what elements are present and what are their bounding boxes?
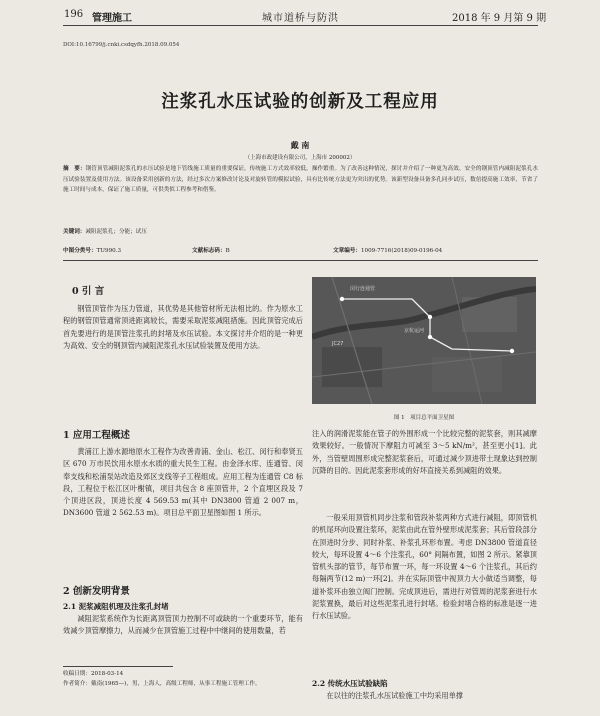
author-bio: 作者简介：戴南(1965—)，男，上海人，高级工程师，从事工程施工管理工作。 bbox=[63, 681, 261, 687]
shaft-marker bbox=[428, 315, 432, 319]
section-1-body: 黄浦江上游水源地原水工程作为改善青浦、金山、松江、闵行和奉贤五区 670 万市民饮用水原水水质的重大民生工程。由金泽水库、连通管、闵奉支线和松浦泵站改造及郊区支线等子工程组成。应用工程为连通管 C8 标段，工程位于松江区叶榭镇，项目共包含 8 座顶管井，2 个直埋区段及 7 个顶进区段，顶进长度 4 569.53 m(其中 DN3800 管道 2 007 m，DN3600 管道 2 562.53 m)。项目总平面卫星图如图 1 所示。 bbox=[63, 447, 303, 518]
keywords bbox=[63, 227, 538, 235]
shaft-marker bbox=[340, 297, 344, 301]
running-head-left: 管理施工 bbox=[92, 13, 132, 24]
section-2-1-heading: 2.1 泥浆减阻机理及注浆孔封堵 bbox=[63, 602, 169, 611]
figure-1-satellite-map bbox=[312, 277, 536, 404]
footnote-rule bbox=[63, 666, 173, 667]
map-label: 闵行连通管 bbox=[350, 286, 376, 292]
article-label: 文章编号： bbox=[333, 248, 361, 254]
author: 戴 南 bbox=[290, 140, 310, 150]
doi: DOI:10.16799/j.cnki.csdqyfh.2018.09.054 bbox=[63, 42, 180, 48]
section-1-heading: 1 应用工程概述 bbox=[63, 430, 130, 441]
right-column-para-1: 注入的润滑泥浆能在管子的外围形成一个比较完整的泥浆套，则其减摩效果较好。一般情况下摩阻力可减至 3～5 kN/m²，甚至更小[1]。此外，当管壁周围形成完整泥浆套后，可通过减少顶进带土现象达到控制沉降的目的。因此泥浆套形成的好坏直接关系到减阻的效果。 bbox=[312, 429, 537, 475]
doc-code bbox=[192, 246, 230, 254]
journal-name: 城市道桥与防洪 bbox=[262, 13, 339, 24]
section-2-1-body: 减阻泥浆系统作为长距离顶管顶力控制不可或缺的一个重要环节，能有效减少顶管摩擦力，从而减少在顶管施工过程中中继间的使用数量，若 bbox=[63, 614, 303, 636]
issue-date: 2018 年 9 月第 9 期 bbox=[452, 13, 547, 24]
keywords-label: 关键词： bbox=[63, 229, 86, 235]
clc-label: 中图分类号： bbox=[63, 248, 97, 254]
abstract-label: 摘 要： bbox=[63, 166, 86, 172]
section-0-body: 钢管顶管作为压力管道，其优势是其他管材所无法相比的。作为原水工程的钢管顶管通常顶进距离较长，需要采取泥浆减阻措施。因此顶管完成后首先要进行的是顶管注浆孔的封堵及水压试验。本文探讨并介绍的是一种更为高效、安全的钢顶管内减阻泥浆孔水压试验装置及使用方法。 bbox=[63, 304, 303, 350]
map-label: 京杭运河 bbox=[404, 328, 425, 334]
abstract-rule bbox=[63, 260, 538, 261]
header-rule bbox=[63, 25, 538, 26]
paper-title: 注浆孔水压试验的创新及工程应用 bbox=[161, 92, 439, 112]
doc-value: B bbox=[225, 248, 230, 254]
clc-number bbox=[63, 246, 121, 254]
doc-label: 文献标志码： bbox=[192, 248, 226, 254]
article-number bbox=[333, 246, 442, 254]
article-value: 1009-7716(2018)09-0196-04 bbox=[360, 248, 443, 254]
section-2-heading: 2 创新发明背景 bbox=[63, 586, 130, 597]
right-column-para-3: 在以往的注浆孔水压试验施工中均采用单撑 bbox=[326, 691, 463, 700]
keywords-text: 减阻泥浆孔；分能；试压 bbox=[85, 229, 147, 235]
map-label: JC27 bbox=[332, 341, 344, 347]
right-column-para-2: 一般采用顶管机同步注浆和管段补浆两种方式进行减阻，即顶管机的机尾环向设置注浆环，泥浆由此在管外壁形成泥浆套；其后管段部分在顶进时分步、同时补浆、补浆孔环形布置。考虑 DN3800 管道直径较大，每环设置 4～6 个注浆孔，60° 间隔布置，如图 2 所示。紧靠顶管机头部的管节，每节布置一环，每一环设置 4～6 个注浆孔，其后约每隔两节(12 m)一环[2]。并在实际顶管中视顶力大小做适当调整，每道补浆环由独立阀门控制。完成顶进后，需进行对管周的泥浆套进行水泥浆置换，最后对这些泥浆孔进行封堵。检验封堵合格的标准是逐一进行水压试验。 bbox=[312, 513, 537, 621]
section-0-heading: 0 引 言 bbox=[72, 286, 105, 297]
section-2-2-heading: 2.2 传统水压试验缺陷 bbox=[312, 679, 388, 688]
affiliation: （上海市政建设有限公司，上海市 200002） bbox=[244, 155, 356, 161]
received-date: 收稿日期：2018-03-14 bbox=[63, 671, 124, 677]
page-number: 196 bbox=[64, 9, 84, 20]
figure-1-caption: 图 1 项目总平面卫星图 bbox=[393, 415, 455, 421]
shaft-marker bbox=[428, 335, 432, 339]
satellite-image bbox=[312, 277, 536, 404]
abstract-text: 钢管顶管减阻泥浆孔的水压试验是地下管线施工质量的重要保证，传统施工方式效率较低，操作繁重。为了改善这种情况，探讨并介绍了一种更为高效、安全的钢顶管内减阻泥浆孔水压试验装置及使用方法。该设备采用创新的方法，经过多次方案修改讨论及对旋转管的模拟试验，具有比传统方法更为突出的优势。该新型设备具备多孔同步试压，数倍提高施工效率，节省了施工时间与成本，保证了施工质量，可供类似工程参考和借鉴。 bbox=[63, 166, 538, 193]
abstract bbox=[63, 164, 538, 196]
clc-value: TU990.3 bbox=[96, 248, 122, 254]
shaft-marker bbox=[510, 349, 514, 353]
